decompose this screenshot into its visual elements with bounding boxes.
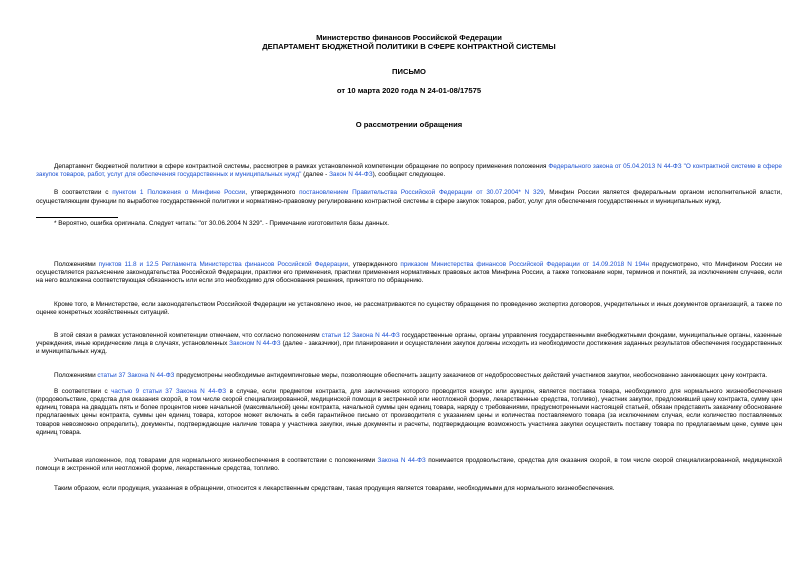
paragraph-intro bbox=[36, 163, 782, 179]
paragraph-text: (далее - заказчики), при планировании и осуществлении закупок должны исходить из необходимости достижения заданных результатов обеспечения государственных и муниципальных нужд. bbox=[36, 340, 782, 356]
paragraph-minfin-authority bbox=[36, 189, 782, 205]
paragraph-text: предусмотрено, что Минфином России не осуществляется разъяснение законодательства Российской Федерации, практики его применения, практики применения нормативных правовых актов Минфина России, а также толкование норм, терминов и понятий, за исключением случаев, если на него возложена соответствующая обязанность или если это необходимо для обоснования решения, принятого по обращению. bbox=[36, 261, 783, 285]
paragraph-text: Кроме того, в Министерстве, если законодательством Российской Федерации не установлено иное, не рассматриваются по существу обращения по проведению экспертиз договоров, учредительных и иных документов организаций, а также по оценке конкретных хозяйственных ситуаций. bbox=[36, 300, 782, 316]
legal-reference-link[interactable]: частью 9 статьи 37 Закона N 44-ФЗ bbox=[111, 387, 227, 395]
paragraph-text: в случае, если предметом контракта, для заключения которого проводится конкурс или аукцион, является поставка товара, необходимого для нормального жизнеобеспечения (продовольствие, средства для оказания скорой, в том числе скорой специализированной, медицинской помощи в экстренной или неотложной форме, лекарственные средства, топливо), участник закупки, предложивший цену контракта, сумму цен единиц товара на двадцать пять и более процентов ниже начальной (максимальной) цены контракта, начальной суммы цен единиц товара, наряду с требованиями, предусмотренными настоящей статьей, обязан представить заказчику обоснование предлагаемых цены контракта, суммы цен единиц товара, которое может включать в себя гарантийное письмо от производителя с указанием цены и количества поставляемого товара (за исключением случая, если количество поставляемых товаров невозможно определить), документы, подтверждающие наличие товара у участника закупки, иные документы и расчеты, подтверждающие возможность участника закупки осуществить поставку товара по предлагаемым цене, сумме цен единиц товара. bbox=[36, 387, 782, 436]
paragraph-article-37-part-9 bbox=[36, 388, 782, 437]
legal-reference-link[interactable]: постановлением Правительства Российской Федерации от 30.07.2004* N 329 bbox=[299, 189, 544, 197]
legal-reference-link[interactable]: пунктом 1 Положения о Минфине России bbox=[112, 189, 246, 197]
paragraph-text: , утвержденного bbox=[245, 189, 300, 197]
legal-reference-link[interactable]: приказом Министерства финансов Российской Федерации от 14.09.2018 N 194н bbox=[400, 261, 650, 269]
paragraph-expertise bbox=[36, 301, 782, 317]
paragraph-text: В соответствии с bbox=[54, 189, 113, 197]
paragraph-text: понимается продовольствие, средства для оказания скорой, в том числе скорой специализированной, медицинской помощи в экстренной или неотложной форме, лекарственные средства, топливо. bbox=[36, 457, 782, 473]
paragraph-text: Положениями bbox=[54, 371, 98, 379]
legal-reference-link[interactable]: статьи 37 Закона N 44-ФЗ bbox=[97, 371, 175, 379]
paragraph-text: государственные органы, органы управления государственными внебюджетными фондами, муниципальные органы, казенные учреждения, иные юридические лица в случаях, установленных bbox=[36, 332, 782, 348]
paragraph-article-37 bbox=[36, 372, 782, 380]
paragraph-regulation bbox=[36, 261, 782, 286]
footnote bbox=[36, 220, 782, 228]
footnote-divider bbox=[36, 217, 118, 218]
department-name: ДЕПАРТАМЕНТ БЮДЖЕТНОЙ ПОЛИТИКИ В СФЕРЕ КОНТРАКТНОЙ СИСТЕМЫ bbox=[262, 42, 556, 52]
paragraph-text: , утвержденного bbox=[348, 261, 401, 269]
paragraph-summary bbox=[36, 485, 782, 493]
legal-reference-link[interactable]: пунктов 11.8 и 12.5 Регламента Министерства финансов Российской Федерации bbox=[98, 261, 349, 269]
legal-reference-link[interactable]: Законом N 44-ФЗ bbox=[229, 340, 281, 348]
legal-reference-link[interactable]: Закон N 44-ФЗ bbox=[329, 171, 373, 179]
legal-reference-link[interactable]: Федерального закона от 05.04.2013 N 44-ФЗ "О контрактной системе в сфере закупок товаров, работ, услуг для обеспечения государственных и муниципальных нужд" bbox=[36, 163, 782, 179]
paragraph-article-12 bbox=[36, 332, 782, 357]
paragraph-text: предусмотрены необходимые антидемпинговые меры, позволяющие обеспечить защиту заказчиков от недобросовестных действий участников закупки, необоснованно занижающих цену контракта. bbox=[174, 371, 768, 379]
document-date-number: от 10 марта 2020 года N 24-01-08/17575 bbox=[336, 85, 482, 95]
paragraph-text: Таким образом, если продукция, указанная в обращении, относится к лекарственным средствам, такая продукция является товарами, необходимыми для нормального жизнеобеспечения. bbox=[54, 485, 615, 493]
paragraph-conclusion bbox=[36, 457, 782, 473]
document-type: ПИСЬМО bbox=[392, 67, 426, 77]
legal-reference-link[interactable]: статьи 12 Закона N 44-ФЗ bbox=[321, 332, 400, 340]
ministry-name: Министерство финансов Российской Федерации bbox=[316, 33, 502, 42]
paragraph-text: * Вероятно, ошибка оригинала. Следует читать: "от 30.06.2004 N 329". - Примечание изготовителя базы данных. bbox=[54, 219, 390, 227]
paragraph-text: В соответствии с bbox=[54, 387, 112, 395]
legal-reference-link[interactable]: Закона N 44-ФЗ bbox=[377, 457, 426, 465]
paragraph-text: Положениями bbox=[54, 261, 99, 269]
paragraph-text: (далее - bbox=[301, 171, 330, 179]
paragraph-text: , Минфин России является федеральным органом исполнительной власти, осуществляющим функции по выработке государственной политики и нормативно-правовому регулированию контрактной системы в сфере закупок товаров, работ, услуг для обеспечения государственных и муниципальных нужд. bbox=[36, 189, 783, 205]
paragraph-text: В этой связи в рамках установленной компетенции отмечаем, что согласно положениям bbox=[54, 332, 322, 340]
paragraph-text: Департамент бюджетной политики в сфере контрактной системы, рассмотрев в рамках установленной компетенции обращение по вопросу применения положения bbox=[54, 163, 549, 171]
paragraph-text: ), сообщает следующее. bbox=[372, 171, 446, 179]
document-subject: О рассмотрении обращения bbox=[355, 119, 463, 129]
paragraph-text: Учитывая изложенное, под товарами для нормального жизнеобеспечения в соответствии с положениями bbox=[54, 457, 378, 465]
